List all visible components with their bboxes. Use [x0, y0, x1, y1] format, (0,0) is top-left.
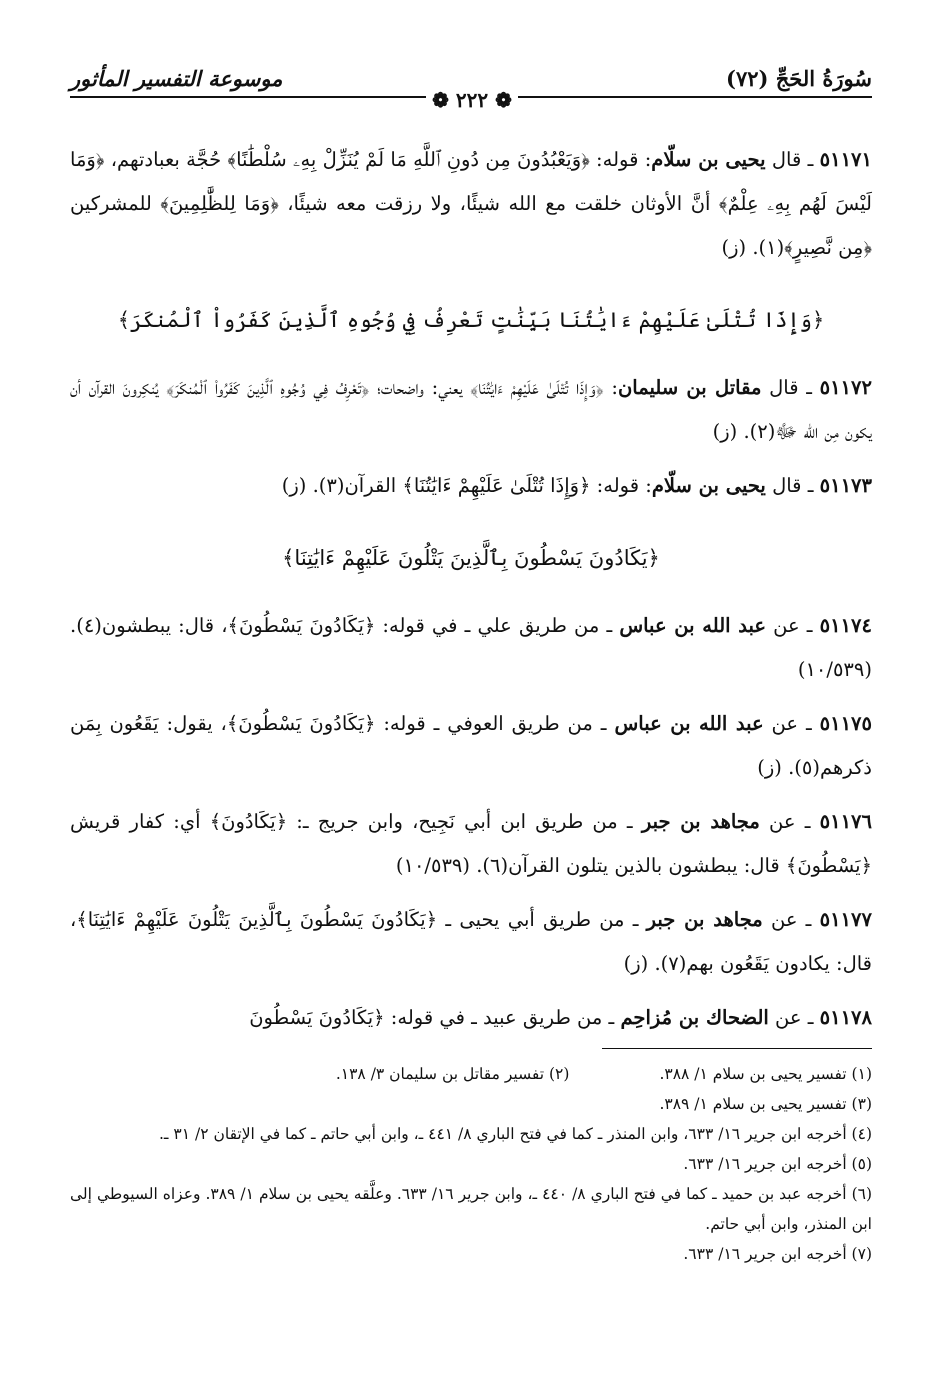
footnote-7: (٧) أخرجه ابن جرير ١٦/ ٦٣٣.	[683, 1245, 872, 1263]
footnote-2: (٢) تفسير مقاتل بن سليمان ٣/ ١٣٨.	[335, 1065, 570, 1083]
entry-51175: ٥١١٧٥ ـ عن عبد الله بن عباس ـ من طريق العوفي ـ قوله: ﴿يَكَادُونَ يَسْطُونَ﴾، يقول: يَقَعُون بِمَن ذكرهم(٥). (ز)	[70, 712, 872, 779]
footnote-3: (٣) تفسير يحيى بن سلام ١/ ٣٨٩.	[659, 1095, 872, 1113]
footnote-5: (٥) أخرجه ابن جرير ١٦/ ٦٣٣.	[683, 1155, 872, 1173]
footnote-6: (٦) أخرجه عبد بن حميد ـ كما في فتح الباري ٨/ ٤٤٠ ـ، وابن جرير ١٦/ ٦٣٣. وعلَّقه يحيى بن سلام ١/ ٣٨٩. وعزاه السيوطي إلى ابن المنذر، وابن أبي حاتم.	[70, 1185, 873, 1233]
book-title: موسوعة التفسير المأثور	[70, 65, 283, 91]
entry-51172: ٥١١٧٢ ـ قال مقاتل بن سليمان: ﴿وَإِذَا تُتْلَىٰ عَلَيْهِمْ ءَايَٰتُنَا﴾ يعني: واضحات؛ ﴿تَعْرِفُ فِي وُجُوهِ ٱلَّذِينَ كَفَرُواْ ٱلْمُنكَرَ﴾ يُنكِرونَ القرآن أن يكون مِن الله ﷻ(٢). (ز)	[70, 376, 872, 443]
entry-51171: ٥١١٧١ ـ قال يحيى بن سلّام: قوله: ﴿وَيَعْبُدُونَ مِن دُونِ ٱللَّهِ مَا لَمْ يُنَزِّلْ بِهِۦ سُلْطَٰنًا﴾ حُجَّة بعبادتهم، ﴿وَمَا لَيْسَ لَهُم بِهِۦ عِلْمٌ﴾ أنَّ الأوثان خلقت مع الله شيئًا، ولا رزقت معه شيئًا، ﴿وَمَا لِلظَّٰلِمِينَ﴾ للمشركين ﴿مِن نَّصِيرٍ﴾(١). (ز)	[70, 148, 872, 259]
footnote-1: (١) تفسير يحيى بن سلام ١/ ٣٨٨.	[659, 1065, 872, 1083]
footnote-4: (٤) أخرجه ابن جرير ١٦/ ٦٣٣، وابن المنذر ـ كما في فتح الباري ٨/ ٤٤١ ـ، وابن أبي حاتم ـ كما في الإتقان ٢/ ٣١ ـ.	[158, 1125, 872, 1143]
page-number: ❁ ٢٢٢ ❁	[0, 88, 944, 112]
main-text	[70, 138, 872, 1050]
surah-title: سُورَةُ الحَجِّ (٧٢)	[726, 65, 872, 91]
entry-51177: ٥١١٧٧ ـ عن مجاهد بن جبر ـ من طريق أبي يحيى ـ ﴿يَكَادُونَ يَسْطُونَ بِٱلَّذِينَ يَتْلُونَ عَلَيْهِمْ ءَايَٰتِنَا﴾، قال: يكادون يَقَعُون بهم(٧). (ز)	[70, 908, 872, 975]
footnote-rule	[602, 1048, 872, 1049]
entry-51176: ٥١١٧٦ ـ عن مجاهد بن جبر ـ من طريق ابن أبي نَجِيح، وابن جريج ـ: ﴿يَكَادُونَ﴾ أي: كفار قريش ﴿يَسْطُونَ﴾ قال: يبطشون بالذين يتلون القرآن(٦). (١٠/٥٣٩)	[70, 810, 872, 877]
footnotes	[70, 1048, 872, 1269]
verse-heading: ﴿يَكَادُونَ يَسْطُونَ بِٱلَّذِينَ يَتْلُونَ عَلَيْهِمْ ءَايَٰتِنَا﴾	[282, 546, 660, 570]
footnote-row	[70, 1059, 872, 1089]
entry-51178: ٥١١٧٨ ـ عن الضحاك بن مُزاحِم ـ من طريق عبيد ـ في قوله: ﴿يَكَادُونَ يَسْطُونَ	[249, 1006, 872, 1029]
verse-heading: ﴿وَإِذَا تُتْلَىٰ عَلَيْهِمْ ءَايَٰتُنَا بَيِّنَٰتٍ تَعْرِفُ فِي وُجُوهِ ٱلَّذِينَ كَفَرُواْ ٱلْمُنكَرَ﴾	[117, 308, 825, 332]
entry-51173: ٥١١٧٣ ـ قال يحيى بن سلّام: قوله: ﴿وَإِذَا تُتْلَىٰ عَلَيْهِمْ ءَايَٰتُنَا﴾ القرآن(٣). (ز)	[281, 474, 872, 497]
entry-51174: ٥١١٧٤ ـ عن عبد الله بن عباس ـ من طريق علي ـ في قوله: ﴿يَكَادُونَ يَسْطُونَ﴾، قال: يبطشون(٤). (١٠/٥٣٩)	[70, 614, 872, 681]
